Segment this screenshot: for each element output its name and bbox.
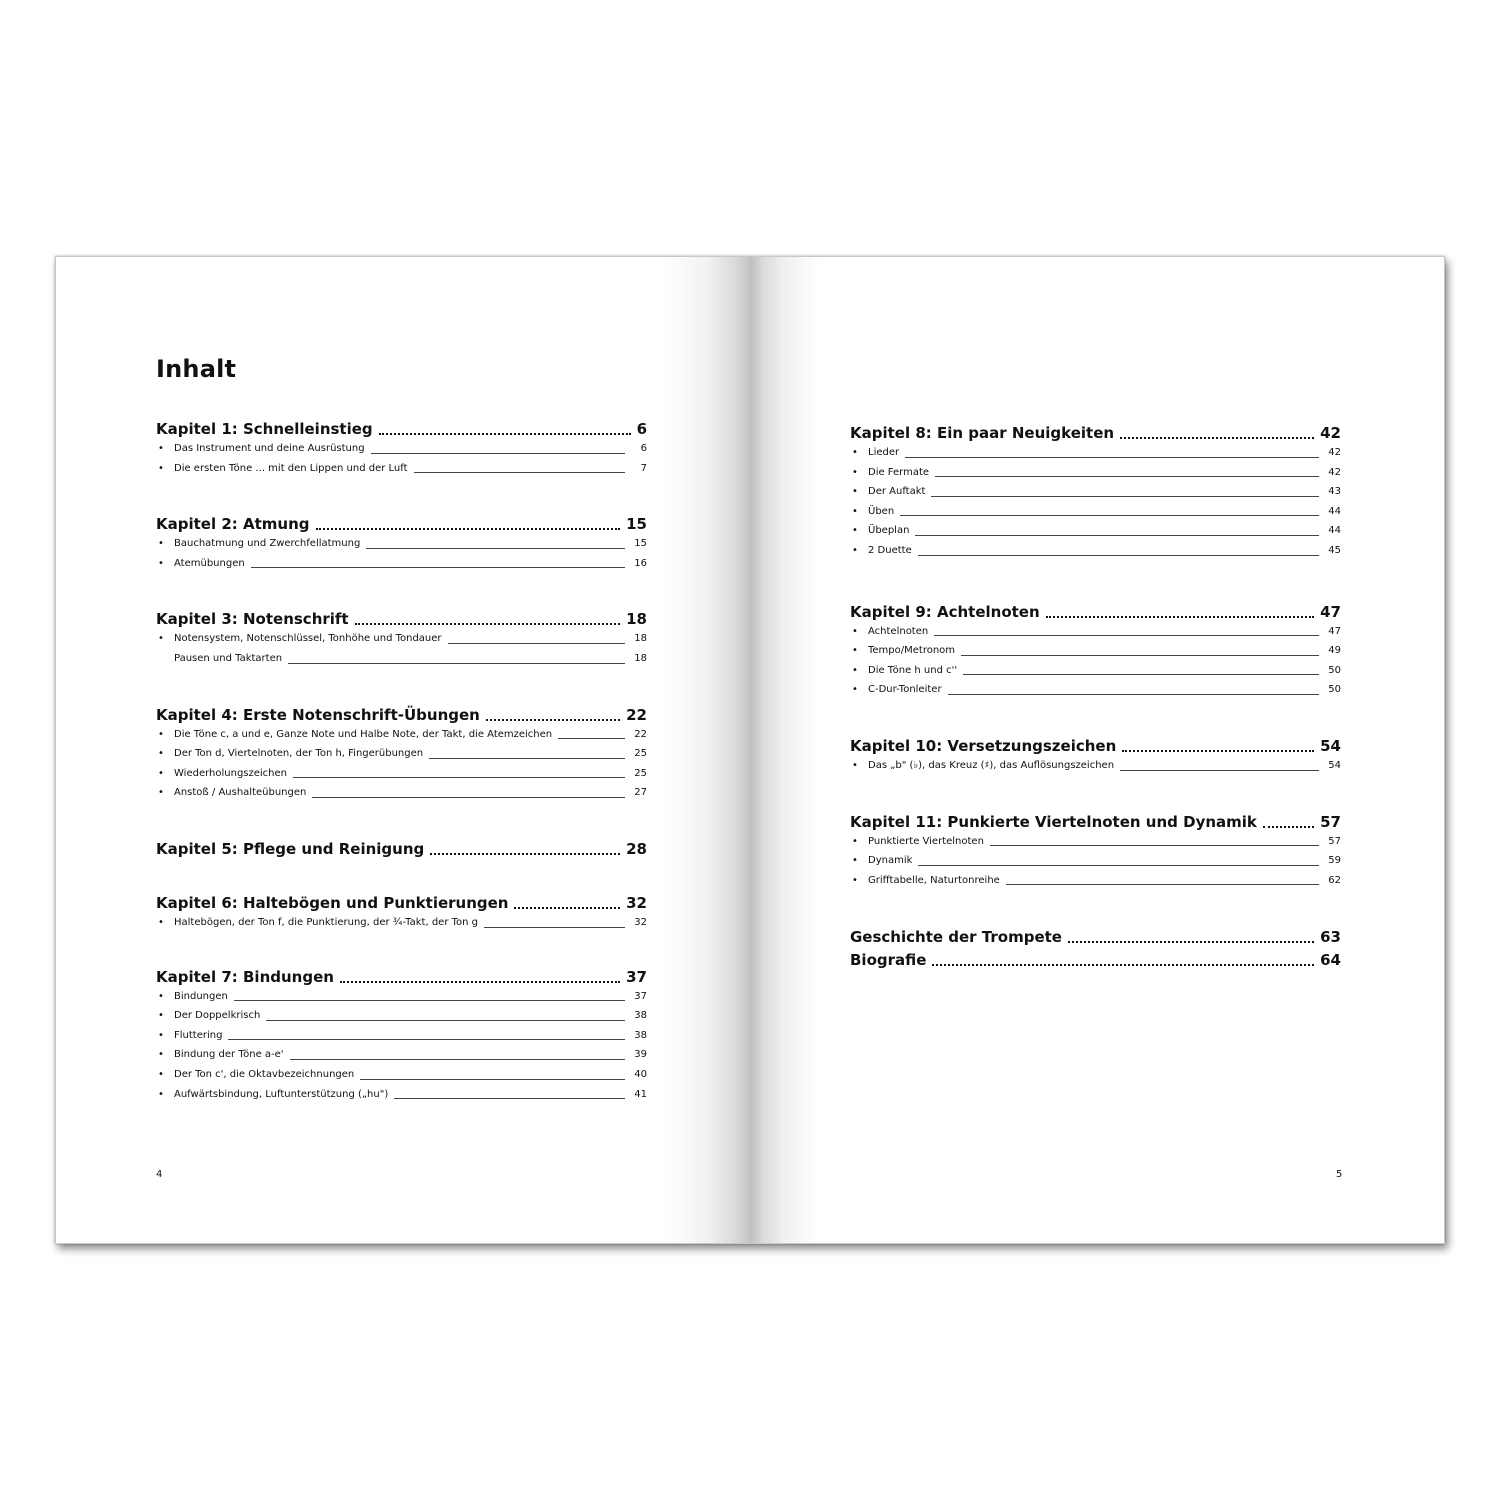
entry-page-number: 25 xyxy=(634,748,647,760)
entry-page-number: 18 xyxy=(634,652,647,664)
leader-line xyxy=(1006,884,1319,885)
entry-page-number: 27 xyxy=(634,787,647,799)
toc-entry xyxy=(156,913,647,933)
entry-page-number: 40 xyxy=(634,1068,647,1080)
entry-page-number: 50 xyxy=(1328,664,1341,676)
chapter-page-number: 22 xyxy=(626,705,647,724)
entry-title: Fluttering xyxy=(174,1029,223,1041)
dot-leader xyxy=(514,898,620,909)
toc-entry xyxy=(156,439,647,459)
dot-leader xyxy=(430,844,620,855)
entry-page-number: 49 xyxy=(1328,645,1341,657)
toc-entry xyxy=(156,725,647,745)
bullet-icon: • xyxy=(158,916,164,928)
toc-right-column xyxy=(850,423,1341,970)
bullet-icon: • xyxy=(158,633,164,645)
entry-title: Das Instrument und deine Ausrüstung xyxy=(174,443,365,454)
leader-line xyxy=(963,674,1319,675)
bullet-icon: • xyxy=(852,835,858,847)
bullet-icon: • xyxy=(158,1049,164,1061)
entry-page-number: 50 xyxy=(1328,684,1341,696)
chapter-heading xyxy=(850,927,1341,947)
toc-chapter xyxy=(156,967,647,1105)
bullet-icon: • xyxy=(158,1010,164,1022)
toc-entry xyxy=(156,1065,647,1085)
open-book xyxy=(55,256,1445,1244)
chapter-page-number: 18 xyxy=(626,610,647,629)
entry-page-number: 16 xyxy=(634,557,647,569)
bullet-icon: • xyxy=(158,557,164,569)
entry-title: Notensystem, Notenschlüssel, Tonhöhe und Tondauer xyxy=(174,633,442,645)
dot-leader xyxy=(355,614,621,625)
leader-line xyxy=(251,567,625,568)
entry-page-number: 45 xyxy=(1328,544,1341,556)
bullet-icon: • xyxy=(158,1088,164,1100)
entry-title: Dynamik xyxy=(868,855,913,867)
chapter-title: Kapitel 11: Punkierte Viertelnoten und Dynamik xyxy=(850,812,1257,831)
bullet-icon: • xyxy=(158,748,164,760)
bullet-icon: • xyxy=(158,990,164,1002)
bullet-icon: • xyxy=(852,525,858,537)
toc-entry xyxy=(850,832,1341,852)
entry-title: C-Dur-Tonleiter xyxy=(868,684,942,696)
leader-line xyxy=(558,738,625,739)
toc-entry xyxy=(156,1045,647,1065)
entry-title: Bauchatmung und Zwerchfellatmung xyxy=(174,538,361,550)
chapter-heading xyxy=(850,602,1341,622)
toc-entry xyxy=(850,443,1341,463)
bullet-icon: • xyxy=(852,645,858,657)
chapter-page-number: 47 xyxy=(1320,602,1341,621)
toc-entry xyxy=(850,641,1341,661)
chapter-page-number: 37 xyxy=(626,967,647,986)
entry-title: Wiederholungszeichen xyxy=(174,767,288,779)
bullet-icon: • xyxy=(852,664,858,676)
chapter-heading xyxy=(850,950,1341,970)
toc-chapter xyxy=(850,812,1341,891)
toc-chapter xyxy=(156,893,647,933)
toc-chapter xyxy=(156,514,647,573)
toc-entry xyxy=(850,756,1341,776)
chapter-title: Kapitel 8: Ein paar Neuigkeiten xyxy=(850,424,1115,442)
chapter-heading xyxy=(156,419,647,439)
entry-page-number: 22 xyxy=(634,728,647,740)
chapter-title: Kapitel 3: Notenschrift xyxy=(156,610,349,629)
entry-page-number: 44 xyxy=(1328,505,1341,517)
toc-chapter xyxy=(156,839,647,859)
toc-entry xyxy=(156,534,647,554)
leader-line xyxy=(290,1059,625,1060)
bullet-icon: • xyxy=(852,855,858,867)
entry-page-number: 18 xyxy=(634,633,647,645)
toc-chapter xyxy=(850,736,1341,776)
bullet-icon: • xyxy=(852,625,858,637)
toc-chapter xyxy=(156,419,647,478)
leader-line xyxy=(266,1020,625,1021)
chapter-page-number: 57 xyxy=(1320,812,1341,831)
toc-entry xyxy=(850,680,1341,700)
chapter-page-number: 54 xyxy=(1320,736,1341,755)
leader-line xyxy=(990,845,1319,846)
bullet-icon: • xyxy=(158,787,164,799)
leader-line xyxy=(394,1098,625,1099)
bullet-icon: • xyxy=(158,538,164,550)
entry-title: Grifftabelle, Naturtonreihe xyxy=(868,874,1000,886)
leader-line xyxy=(429,758,625,759)
dot-leader xyxy=(1263,817,1314,828)
entry-page-number: 39 xyxy=(634,1049,647,1061)
entry-page-number: 47 xyxy=(1328,625,1341,637)
chapter-title: Kapitel 2: Atmung xyxy=(156,515,310,534)
bullet-icon: • xyxy=(158,767,164,779)
chapter-heading xyxy=(156,705,647,725)
entry-page-number: 42 xyxy=(1328,447,1341,458)
page-number-right: 5 xyxy=(1336,1169,1343,1180)
entry-title: Bindungen xyxy=(174,990,228,1002)
bullet-icon: • xyxy=(852,466,858,478)
leader-line xyxy=(915,535,1319,536)
toc-entry xyxy=(850,851,1341,871)
toc-entry xyxy=(850,541,1341,561)
leader-line xyxy=(935,476,1319,477)
toc-entry xyxy=(156,1006,647,1026)
entry-title: Achtelnoten xyxy=(868,625,929,637)
dot-leader xyxy=(316,519,621,530)
entry-title: Die Töne c, a und e, Ganze Note und Halbe Note, der Takt, die Atemzeichen xyxy=(174,728,553,740)
leader-line xyxy=(312,797,625,798)
bullet-icon: • xyxy=(158,1029,164,1041)
toc-chapter xyxy=(850,927,1341,947)
chapter-title: Geschichte der Trompete xyxy=(850,928,1062,947)
left-page xyxy=(55,256,750,1244)
chapter-page-number: 15 xyxy=(626,515,647,534)
entry-title: Anstoß / Aushalteübungen xyxy=(174,787,307,799)
dot-leader xyxy=(1122,741,1314,752)
chapter-heading xyxy=(156,893,647,913)
toc-entry xyxy=(156,459,647,479)
dot-leader xyxy=(1046,607,1314,618)
entry-page-number: 7 xyxy=(640,462,647,474)
chapter-title: Kapitel 4: Erste Notenschrift-Übungen xyxy=(156,705,480,724)
toc-chapter xyxy=(850,423,1341,561)
chapter-page-number: 64 xyxy=(1320,951,1341,970)
leader-line xyxy=(918,555,1319,556)
toc-entry xyxy=(850,482,1341,502)
toc-entry xyxy=(156,629,647,649)
chapter-page-number: 63 xyxy=(1320,928,1341,947)
entry-title: Die ersten Töne ... mit den Lippen und der Luft xyxy=(174,462,408,474)
chapter-heading xyxy=(156,514,647,534)
leader-line xyxy=(931,496,1319,497)
leader-line xyxy=(288,663,625,664)
toc-entry xyxy=(156,554,647,574)
bullet-icon: • xyxy=(852,447,858,458)
entry-page-number: 54 xyxy=(1328,759,1341,771)
toc-entry xyxy=(156,764,647,784)
toc-chapter xyxy=(850,602,1341,700)
entry-title: Aufwärtsbindung, Luftunterstützung („hu") xyxy=(174,1088,389,1100)
dot-leader xyxy=(1120,428,1314,439)
toc-entry xyxy=(156,744,647,764)
chapter-title: Kapitel 1: Schnelleinstieg xyxy=(156,420,373,438)
chapter-page-number: 32 xyxy=(626,893,647,912)
bullet-icon: • xyxy=(852,486,858,498)
bullet-icon: • xyxy=(852,684,858,696)
leader-line xyxy=(900,515,1319,516)
toc-entry xyxy=(850,521,1341,541)
entry-title: Haltebögen, der Ton f, die Punktierung, der ¾-Takt, der Ton g xyxy=(174,916,478,928)
entry-title: Tempo/Metronom xyxy=(868,645,956,657)
leader-line xyxy=(918,865,1319,866)
entry-page-number: 62 xyxy=(1328,874,1341,886)
chapter-title: Kapitel 10: Versetzungszeichen xyxy=(850,736,1117,755)
entry-page-number: 38 xyxy=(634,1010,647,1022)
chapter-page-number: 42 xyxy=(1320,424,1341,442)
entry-title: Üben xyxy=(868,505,895,517)
entry-page-number: 15 xyxy=(634,538,647,550)
dot-leader xyxy=(340,972,620,983)
right-page xyxy=(750,256,1445,1244)
page-number-left: 4 xyxy=(156,1169,163,1180)
entry-page-number: 32 xyxy=(634,916,647,928)
entry-title: Der Ton d, Viertelnoten, der Ton h, Fingerübungen xyxy=(174,748,424,760)
chapter-title: Kapitel 9: Achtelnoten xyxy=(850,602,1040,621)
chapter-page-number: 6 xyxy=(636,420,647,438)
leader-line xyxy=(371,453,625,454)
entry-title: Übeplan xyxy=(868,525,910,537)
dot-leader xyxy=(932,955,1314,966)
bullet-icon: • xyxy=(158,1068,164,1080)
toc-entry xyxy=(156,987,647,1007)
entry-page-number: 59 xyxy=(1328,855,1341,867)
toc-entry xyxy=(850,622,1341,642)
entry-title: Atemübungen xyxy=(174,557,245,569)
chapter-title: Kapitel 5: Pflege und Reinigung xyxy=(156,839,425,858)
entry-title: Punktierte Viertelnoten xyxy=(868,835,984,847)
chapter-title: Kapitel 6: Haltebögen und Punktierungen xyxy=(156,893,509,912)
bullet-icon: • xyxy=(158,462,164,474)
entry-page-number: 38 xyxy=(634,1029,647,1041)
entry-page-number: 41 xyxy=(634,1088,647,1100)
entry-title: Der Doppelkrisch xyxy=(174,1010,261,1022)
toc-chapter xyxy=(156,705,647,803)
entry-title: Bindung der Töne a-e' xyxy=(174,1049,284,1061)
bullet-icon: • xyxy=(158,728,164,740)
toc-entry xyxy=(850,502,1341,522)
bullet-icon: • xyxy=(852,759,858,771)
toc-entry xyxy=(850,463,1341,483)
chapter-heading xyxy=(850,423,1341,443)
bullet-icon: • xyxy=(852,505,858,517)
toc-entry xyxy=(156,1085,647,1105)
chapter-page-number: 28 xyxy=(626,839,647,858)
leader-line xyxy=(1120,770,1319,771)
entry-page-number: 42 xyxy=(1328,466,1341,478)
dot-leader xyxy=(1068,932,1314,943)
leader-line xyxy=(948,694,1319,695)
chapter-title: Kapitel 7: Bindungen xyxy=(156,967,334,986)
bullet-icon: • xyxy=(158,443,164,454)
dot-leader xyxy=(379,424,631,435)
leader-line xyxy=(360,1079,625,1080)
entry-page-number: 57 xyxy=(1328,835,1341,847)
entry-page-number: 44 xyxy=(1328,525,1341,537)
leader-line xyxy=(448,643,625,644)
entry-title: Lieder xyxy=(868,447,900,458)
entry-title: 2 Duette xyxy=(868,544,912,556)
leader-line xyxy=(905,457,1319,458)
leader-line xyxy=(234,1000,625,1001)
toc-entry xyxy=(850,661,1341,681)
chapter-heading xyxy=(850,736,1341,756)
entry-title: Das „b" (♭), das Kreuz (♯), das Auflösungszeichen xyxy=(868,759,1115,771)
toc-entry xyxy=(850,871,1341,891)
entry-page-number: 6 xyxy=(640,443,647,454)
chapter-heading xyxy=(156,609,647,629)
leader-line xyxy=(484,927,625,928)
chapter-heading xyxy=(156,967,647,987)
toc-entry xyxy=(156,649,647,669)
entry-page-number: 43 xyxy=(1328,486,1341,498)
toc-chapter xyxy=(850,950,1341,970)
entry-title: Die Töne h und c'' xyxy=(868,664,958,676)
chapter-title: Biografie xyxy=(850,951,927,970)
page-title: Inhalt xyxy=(156,355,237,383)
toc-entry xyxy=(156,1026,647,1046)
entry-page-number: 37 xyxy=(634,990,647,1002)
entry-title: Der Auftakt xyxy=(868,486,926,498)
leader-line xyxy=(934,635,1319,636)
toc-entry xyxy=(156,783,647,803)
leader-line xyxy=(961,655,1319,656)
bullet-icon: • xyxy=(852,544,858,556)
dot-leader xyxy=(486,710,620,721)
bullet-icon: • xyxy=(852,874,858,886)
leader-line xyxy=(293,777,625,778)
entry-title: Pausen und Taktarten xyxy=(174,652,283,664)
chapter-heading xyxy=(156,839,647,859)
leader-line xyxy=(366,548,625,549)
leader-line xyxy=(414,472,625,473)
toc-chapter xyxy=(156,609,647,668)
entry-title: Die Fermate xyxy=(868,466,930,478)
entry-title: Der Ton c', die Oktavbezeichnungen xyxy=(174,1068,355,1080)
chapter-heading xyxy=(850,812,1341,832)
entry-page-number: 25 xyxy=(634,767,647,779)
leader-line xyxy=(228,1039,625,1040)
toc-left-column xyxy=(156,419,647,1104)
